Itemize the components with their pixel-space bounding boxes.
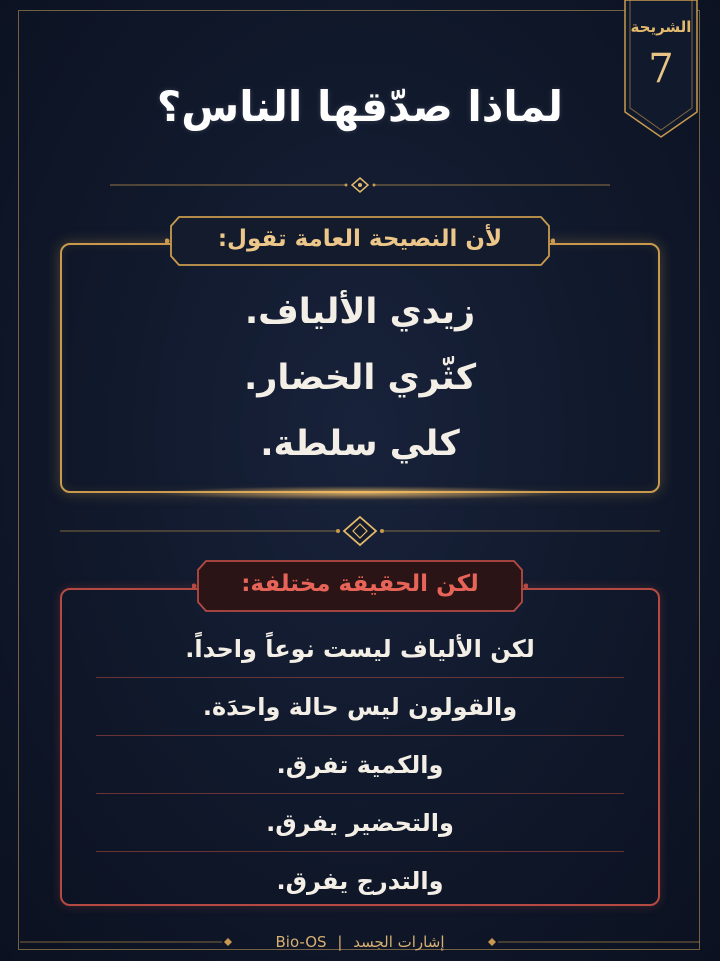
common-advice-lines	[60, 290, 660, 488]
ornament-divider-top	[110, 176, 610, 194]
truth-list-item: والتدرج يفرق.	[276, 867, 444, 895]
truth-label-box	[192, 558, 528, 614]
footer-series: إشارات الجسد	[353, 933, 445, 951]
advice-line: كثّري الخضار.	[243, 358, 477, 398]
badge-label: الشريحة	[630, 18, 692, 36]
footer-text	[230, 933, 490, 951]
common-advice-label-box	[165, 214, 555, 268]
truth-list-item: والكمية تفرق.	[96, 736, 624, 794]
truth-list-item: لكن الألياف ليست نوعاً واحداً.	[96, 620, 624, 678]
slide-number-badge	[624, 0, 698, 138]
footer-brand: Bio-OS	[275, 933, 327, 951]
truth-list-item: والقولون ليس حالة واحدَة.	[96, 678, 624, 736]
common-advice-label: لأن النصيحة العامة تقول:	[217, 226, 503, 252]
truth-list-item: والتحضير يفرق.	[96, 794, 624, 852]
page-title: لماذا صدّقها الناس؟	[156, 82, 564, 131]
badge-number: 7	[648, 46, 674, 92]
truth-list	[96, 620, 624, 910]
footer	[0, 929, 720, 955]
truth-label: لكن الحقيقة مختلفة:	[241, 571, 479, 597]
common-advice-glow	[150, 486, 570, 500]
advice-line: كلي سلطة.	[260, 424, 460, 464]
footer-separator: |	[337, 933, 343, 951]
ornament-divider-middle	[60, 514, 660, 548]
advice-line: زيدي الألياف.	[244, 292, 476, 332]
